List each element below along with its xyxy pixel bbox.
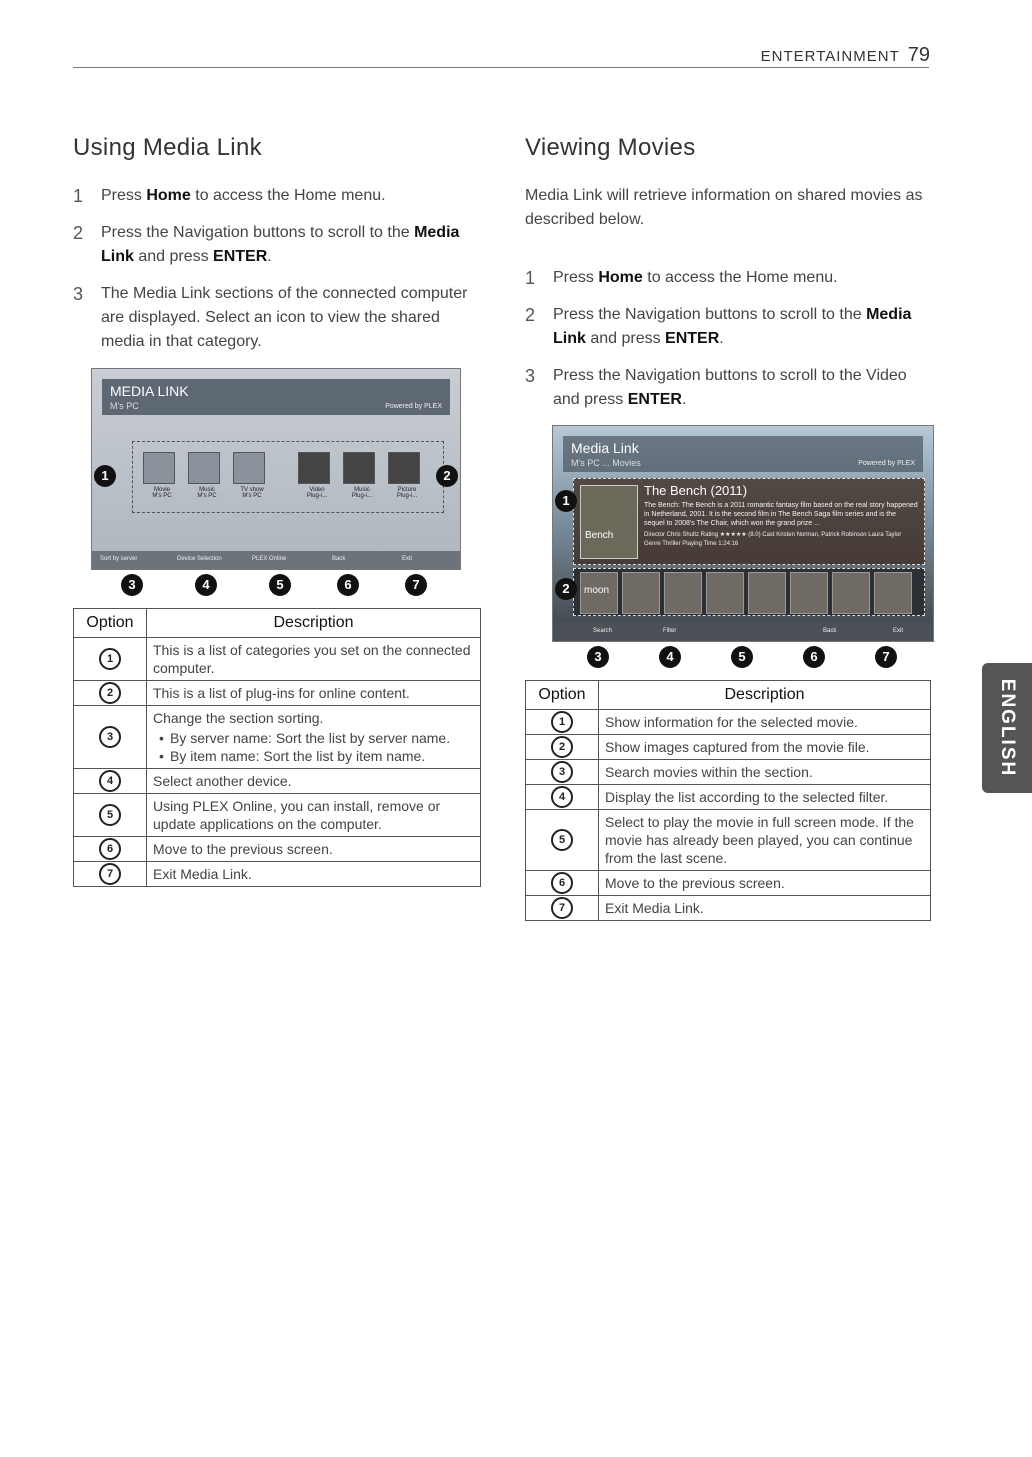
step [525,303,931,351]
powered-by: Powered by PLEX [858,460,915,467]
step-text: and press [133,248,214,265]
callout-1: 1 [94,465,116,487]
option-desc: Using PLEX Online, you can install, remove or update applications on the computer. [147,794,481,837]
video-plugin-icon: Video Plug-i... [298,452,330,484]
screen-titlebar [102,379,450,415]
bottom-exit: Exit [402,556,413,562]
step-text: . [681,391,687,408]
option-badge: 2 [99,682,121,704]
bottom-back: Back [332,556,346,562]
step [525,266,931,290]
step-bold: ENTER [213,248,268,265]
bottom-filter: Filter [663,628,677,634]
callout-4: 4 [195,574,217,596]
option-desc: Exit Media Link. [599,896,931,921]
callout-row [73,570,481,600]
step [73,184,481,208]
section-name: ENTERTAINMENT [760,48,900,65]
screen-bottom-bar [553,623,933,641]
section-title: Viewing Movies [525,134,696,161]
col-description: Description [599,681,931,710]
media-link-screenshot [91,368,461,570]
callout-2: 2 [555,578,577,600]
table-row [526,785,931,810]
language-tab [982,663,1032,793]
movie-info-panel [573,478,925,565]
callout-6: 6 [337,574,359,596]
bottom-device: Device Selection [177,556,222,562]
page-number: 79 [907,44,930,66]
col-description: Description [147,609,481,638]
option-desc: Move to the previous screen. [147,837,481,862]
header-rule [73,67,929,68]
callout-5: 5 [731,646,753,668]
callout-6: 6 [803,646,825,668]
screen-subtitle: M's PC [110,401,139,411]
screen-title: Media Link [571,440,639,456]
bottom-exit: Exit [893,628,904,634]
bullet-list [153,729,474,765]
step-text: . [719,330,724,347]
bottom-plex: PLEX Online [252,556,287,562]
option-badge: 2 [551,736,573,758]
table-row [526,871,931,896]
step [73,282,481,354]
option-badge: 1 [551,711,573,733]
thumbnail [706,572,744,614]
movie-title: The Bench (2011) [644,483,748,498]
step-bold: Media Link [553,306,912,347]
movie-meta: Director Chris Shultz Rating ★★★★★ (8.0) Cast Kristen Norman, Patrick Robinson Laura Taylor Genre Thriller Playing Time 1:24:16 [644,532,902,547]
option-badge: 7 [99,863,121,885]
option-badge: 6 [551,872,573,894]
step [73,221,481,269]
step-text: to access the Home menu. [642,269,838,286]
option-badge: 3 [99,726,121,748]
left-column [73,134,481,887]
option-badge: 4 [99,770,121,792]
running-header [761,44,930,67]
thumbnail-strip [573,568,925,616]
table-row [74,769,481,794]
step-number: 1 [525,268,536,288]
thumbnail [790,572,828,614]
callout-2: 2 [436,465,458,487]
movie-icon: Movie M's PC [143,452,175,484]
callout-5: 5 [269,574,291,596]
step-number: 1 [73,186,84,206]
table-row [74,638,481,681]
step-text: Press the Navigation buttons to scroll to the Video and press [553,367,907,408]
option-badge: 3 [551,761,573,783]
step-number: 2 [525,305,536,325]
thumbnail [664,572,702,614]
tv-show-icon: TV show M's PC [233,452,265,484]
bottom-back: Back [823,628,837,634]
screen-bottom-bar [92,551,460,569]
language-label: ENGLISH [997,678,1018,778]
callout-7: 7 [405,574,427,596]
table-row [526,735,931,760]
step-number: 3 [73,284,84,304]
callout-4: 4 [659,646,681,668]
table-row [74,862,481,887]
step-number: 3 [525,366,536,386]
bottom-search: Search [593,628,613,634]
option-desc: This is a list of categories you set on the connected computer. [147,638,481,681]
screen-title: MEDIA LINK [110,383,189,399]
step-text: Press [553,269,599,286]
step-bold: Home [146,187,191,204]
bullet: • By item name: Sort the list by item name. [170,747,474,765]
step-text: and press [585,330,666,347]
option-badge: 7 [551,897,573,919]
bottom-sort: Sort by server [100,556,138,562]
callout-3: 3 [587,646,609,668]
screen-titlebar [563,436,923,472]
step [525,364,931,412]
options-table [525,680,931,921]
step-text: Press the Navigation buttons to scroll to the [101,224,415,241]
option-desc: This is a list of plug-ins for online content. [147,681,481,706]
powered-by: Powered by PLEX [385,403,442,410]
thumbnail [874,572,912,614]
movies-screenshot [552,425,934,642]
table-row [526,710,931,735]
option-desc: Select another device. [147,769,481,794]
callout-row [525,642,931,672]
step-number: 2 [73,223,84,243]
col-option: Option [526,681,599,710]
table-row [74,681,481,706]
movie-description: The Bench: The Bench is a 2011 romantic fantasy film based on the real story happened in Netherland, 2001. It is the second film in The Bench Saga film series and is the sequel to 2008's The Chair, which won the grand prize ... [644,502,918,527]
screen-breadcrumb: M's PC ... Movies [571,458,641,468]
step-bold: ENTER [627,391,682,408]
intro-text: Media Link will retrieve information on shared movies as described below. [525,187,923,228]
option-badge: 5 [551,829,573,851]
option-badge: 4 [551,786,573,808]
option-badge: 6 [99,838,121,860]
movie-poster [580,485,638,559]
table-row [74,837,481,862]
option-desc: Change the section sorting. [153,710,324,726]
options-table [73,608,481,887]
poster-title: Bench [585,530,614,541]
category-tiles [132,441,444,513]
table-row [74,706,481,769]
callout-1: 1 [555,490,577,512]
step-text: The Media Link sections of the connected computer are displayed. Select an icon to view the shared media in that category. [101,285,468,350]
music-folder-icon: Music M's PC [188,452,220,484]
thumbnail [748,572,786,614]
steps-list [525,266,931,412]
step-bold: Home [598,269,643,286]
step-text: to access the Home menu. [190,187,386,204]
step-bold: ENTER [665,330,720,347]
thumbnail: moon [580,572,618,614]
thumbnail [622,572,660,614]
col-option: Option [74,609,147,638]
callout-3: 3 [121,574,143,596]
option-desc: Display the list according to the selected filter. [599,785,931,810]
right-column [525,134,931,921]
table-row [74,794,481,837]
step-bold: Media Link [101,224,460,265]
step-text: Press [101,187,147,204]
thumbnail [832,572,870,614]
steps-list [73,184,481,354]
table-row [526,896,931,921]
option-desc: Show information for the selected movie. [599,710,931,735]
callout-7: 7 [875,646,897,668]
bullet: • By server name: Sort the list by server name. [170,729,474,747]
option-badge: 1 [99,648,121,670]
step-text: . [267,248,272,265]
option-desc: Show images captured from the movie file. [599,735,931,760]
music-plugin-icon: Music Plug-i... [343,452,375,484]
step-text: Press the Navigation buttons to scroll to the [553,306,867,323]
picture-plugin-icon: Picture Plug-i... [388,452,420,484]
table-row [526,810,931,871]
option-desc: Search movies within the section. [599,760,931,785]
option-badge: 5 [99,804,121,826]
option-desc: Move to the previous screen. [599,871,931,896]
table-row [526,760,931,785]
section-title: Using Media Link [73,134,262,161]
option-desc: Exit Media Link. [147,862,481,887]
option-desc: Select to play the movie in full screen mode. If the movie has already been played, you can continue from the last scene. [599,810,931,871]
